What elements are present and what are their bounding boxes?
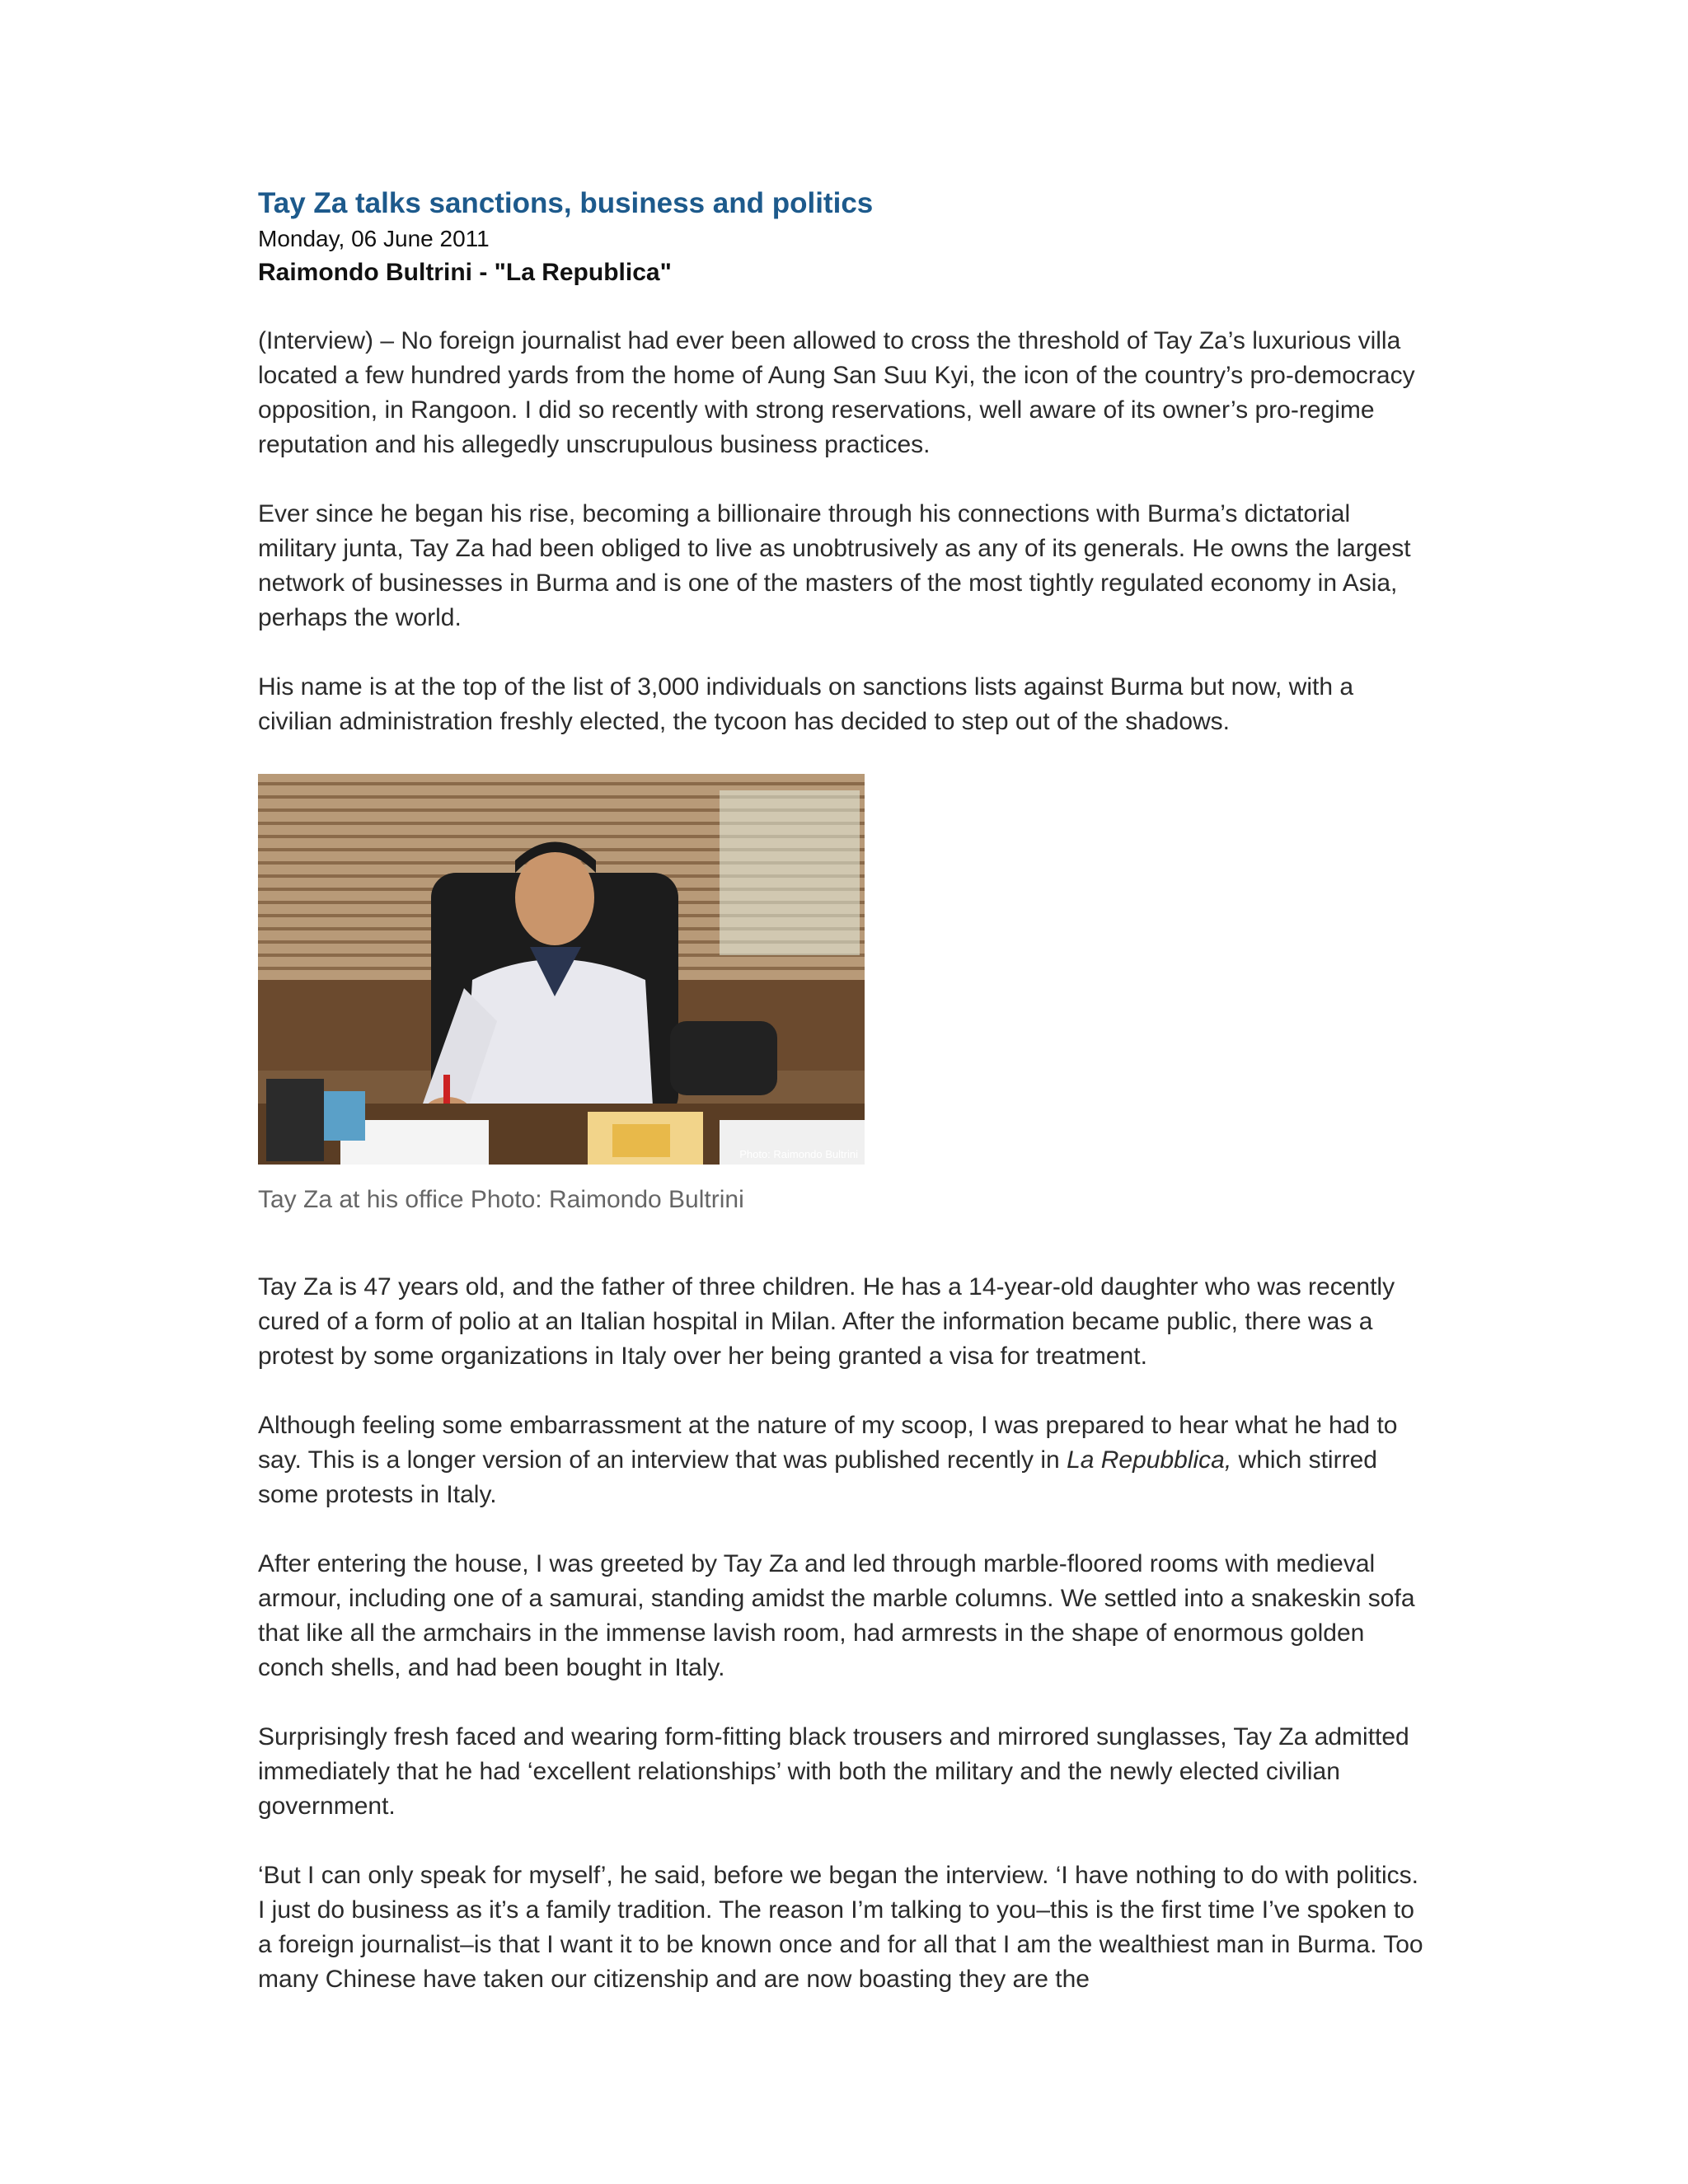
- paragraph-intro: (Interview) – No foreign journalist had ever been allowed to cross the threshold of Tay Za’s luxurious villa located a few hundred yards from the home of Aung San Suu Kyi, the icon of the country’s pro-democracy opposition, in Rangoon. I did so recently with strong reservations, well aware of its owner’s pro-regime reputation and his allegedly unscrupulous business practices.: [258, 327, 1415, 458]
- publication-name: La Repubblica,: [1067, 1446, 1232, 1474]
- paragraph-sanctions: His name is at the top of the list of 3,000 individuals on sanctions lists against Burma but now, with a civilian administration freshly elected, the tycoon has decided to step out of the shadows.: [258, 673, 1354, 735]
- paragraph-scoop-text-b: which stirred some protests in Italy.: [258, 1446, 1377, 1508]
- paragraph-relationships: Surprisingly fresh faced and wearing form-fitting black trousers and mirrored sunglasses, Tay Za admitted immediately that he had ‘excellent relationships’ with both the military and the newly elected civilian government.: [258, 1723, 1409, 1820]
- office-photo-illustration: [258, 774, 865, 1165]
- paragraph-rise: Ever since he began his rise, becoming a billionaire through his connections with Burma’s dictatorial military junta, Tay Za had been obliged to live as unobtrusively as any of its generals. He owns the largest network of businesses in Burma and is one of the masters of the most tightly regulated economy in Asia, perhaps the world.: [258, 500, 1411, 631]
- paragraph-scoop: [258, 1408, 1428, 1512]
- article-photo: [258, 774, 865, 1165]
- article-date: Monday, 06 June 2011: [258, 226, 490, 251]
- article: [258, 185, 1428, 2032]
- paragraph-house: After entering the house, I was greeted by Tay Za and led through marble-floored rooms with medieval armour, including one of a samurai, standing amidst the marble columns. We settled into a snakeskin sofa that like all the armchairs in the immense lavish room, had armrests in the shape of enormous golden conch shells, and had been bought in Italy.: [258, 1550, 1415, 1681]
- paragraph-family: Tay Za is 47 years old, and the father of three children. He has a 14-year-old daughter who was recently cured of a form of polio at an Italian hospital in Milan. After the information became public, there was a protest by some organizations in Italy over her being granted a visa for treatment.: [258, 1273, 1395, 1370]
- article-byline: Raimondo Bultrini - "La Republica": [258, 259, 672, 286]
- paragraph-scoop-text-a: Although feeling some embarrassment at the nature of my scoop, I was prepared to hear what he had to say. This is a longer version of an interview that was published recently in: [258, 1412, 1398, 1474]
- article-title[interactable]: Tay Za talks sanctions, business and politics: [258, 187, 874, 219]
- photo-watermark: Photo: Raimondo Bultrini: [739, 1148, 858, 1160]
- paragraph-quote: ‘But I can only speak for myself’, he said, before we began the interview. ‘I have nothing to do with politics. I just do business as it’s a family tradition. The reason I’m talking to you–this is the first time I’ve spoken to a foreign journalist–is that I want it to be known once and for all that I am the wealthiest man in Burma. Too many Chinese have taken our citizenship and are now boasting they are the: [258, 1862, 1423, 1993]
- photo-caption: Tay Za at his office Photo: Raimondo Bultrini: [258, 1186, 744, 1213]
